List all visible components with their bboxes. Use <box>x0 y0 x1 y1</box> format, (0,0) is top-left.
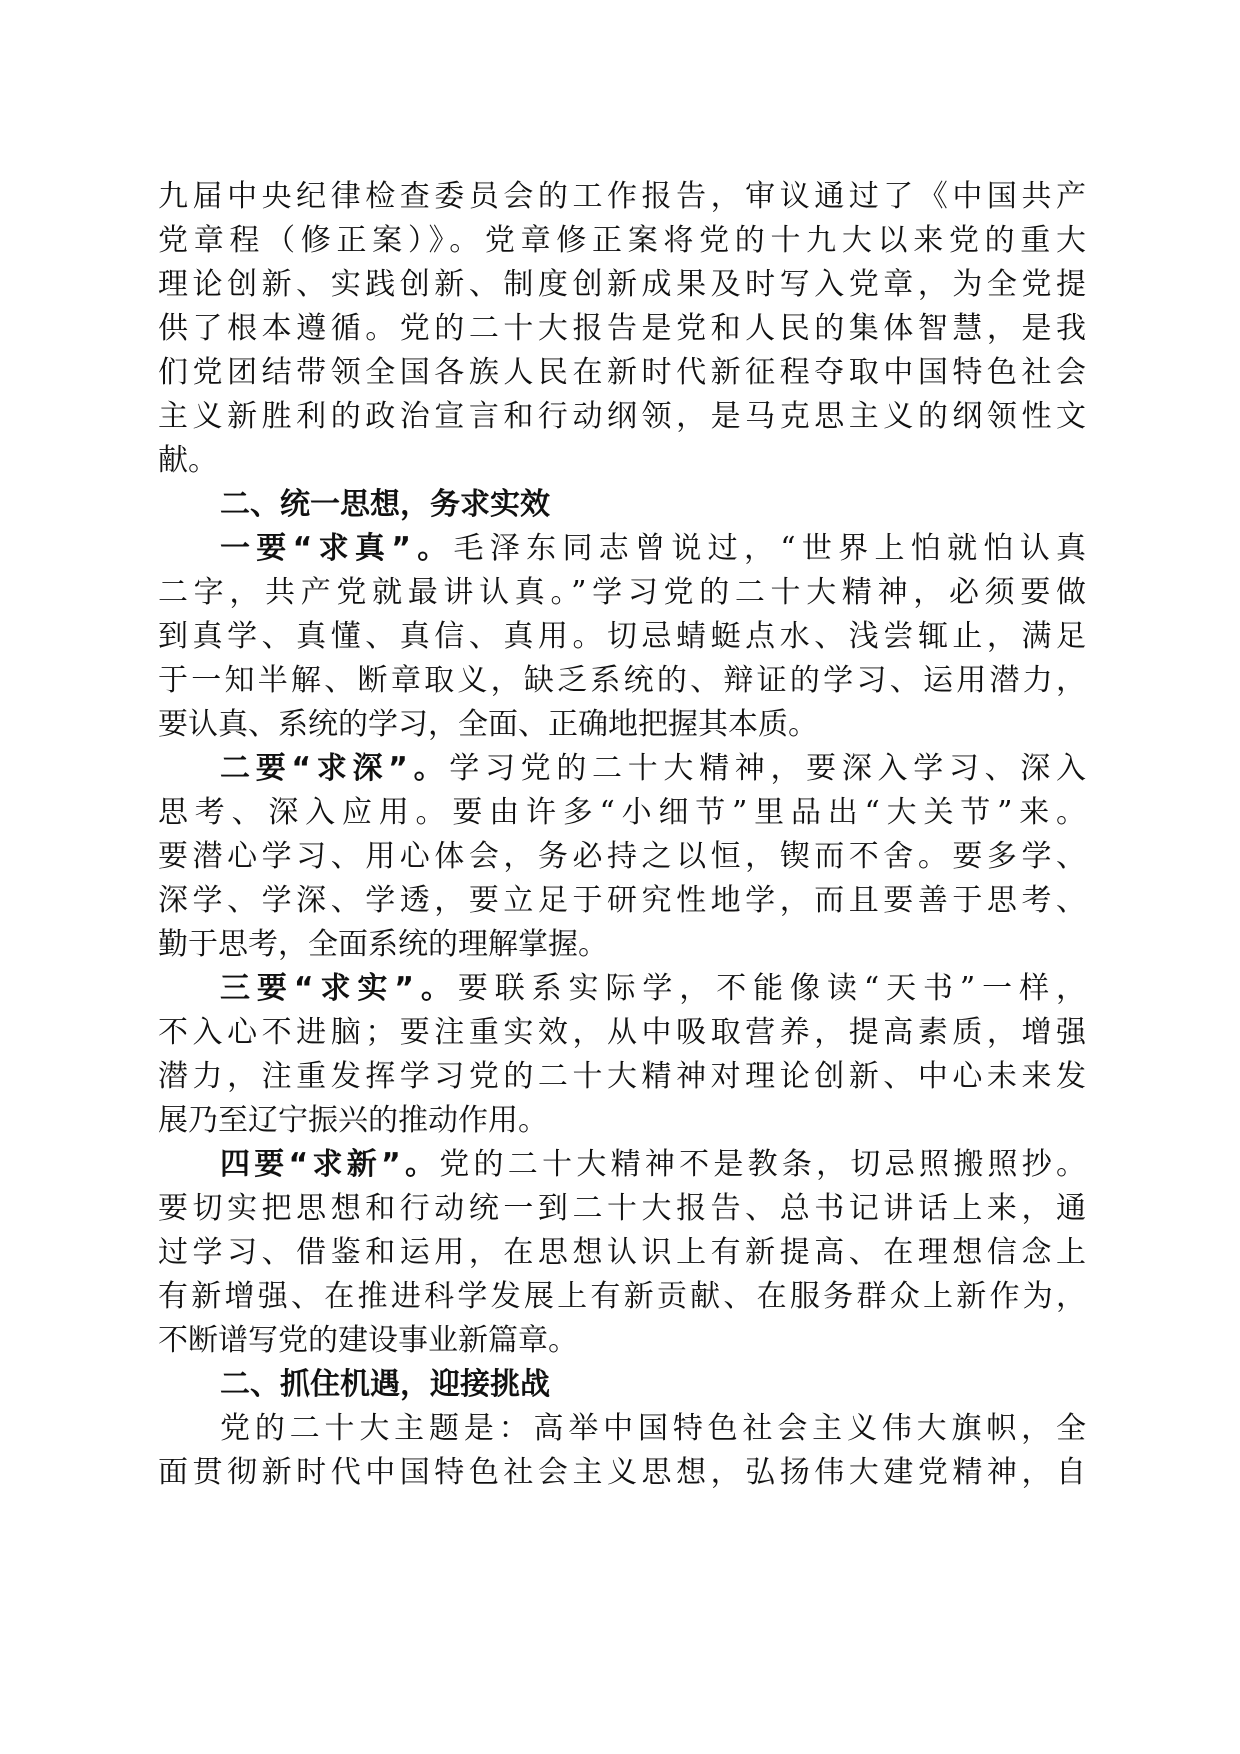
text-line: 九届中央纪律检查委员会的工作报告，审议通过了《中国共产 <box>158 179 1086 214</box>
text-line: 们党团结带领全国各族人民在新时代新征程夺取中国特色社会 <box>158 355 1086 390</box>
text-line: 勤于思考，全面系统的理解掌握。 <box>158 927 608 962</box>
text-run: 党的二十大精神不是教条，切忌照搬照抄。 <box>439 1147 1087 1182</box>
paragraph-seek-truth <box>158 527 1086 747</box>
text-line: 潜力，注重发挥学习党的二十大精神对理论创新、中心未来发 <box>158 1059 1086 1094</box>
text-line: 要潜心学习、用心体会，务必持之以恒，锲而不舍。要多学、 <box>158 839 1086 874</box>
text-line: 不入心不进脑；要注重实效，从中吸取营养，提高素质，增强 <box>158 1015 1086 1050</box>
text-line: 面贯彻新时代中国特色社会主义思想，弘扬伟大建党精神，自 <box>158 1455 1086 1490</box>
text-line: 过学习、借鉴和运用，在思想认识上有新提高、在理想信念上 <box>158 1235 1086 1270</box>
paragraph-seek-practice <box>158 967 1086 1143</box>
text-line: 理论创新、实践创新、制度创新成果及时写入党章，为全党提 <box>158 267 1086 302</box>
paragraph-first-line <box>158 747 1086 791</box>
text-line: 思考、深入应用。要由许多“小细节”里品出“大关节”来。 <box>158 795 1086 830</box>
paragraph-first-line <box>158 967 1086 1011</box>
bold-lead: 二要“求深”。 <box>220 751 450 786</box>
section-heading-seize-opportunity: 二、抓住机遇，迎接挑战 <box>220 1367 550 1402</box>
document-page <box>158 175 1086 1495</box>
text-line: 深学、学深、学透，要立足于研究性地学，而且要善于思考、 <box>158 883 1086 918</box>
text-line: 不断谱写党的建设事业新篇章。 <box>158 1323 578 1358</box>
text-line: 有新增强、在推进科学发展上有新贡献、在服务群众上新作为， <box>158 1279 1086 1314</box>
text-run: 学习党的二十大精神，要深入学习、深入 <box>449 751 1086 786</box>
paragraph-first-line <box>158 1143 1086 1187</box>
text-line: 展乃至辽宁振兴的推动作用。 <box>158 1103 548 1138</box>
text-line: 主义新胜利的政治宣言和行动纲领，是马克思主义的纲领性文 <box>158 399 1086 434</box>
section-heading-unify-thought: 二、统一思想，务求实效 <box>220 487 550 522</box>
paragraph-theme <box>158 1407 1086 1495</box>
bold-lead: 三要“求实”。 <box>220 971 458 1006</box>
text-line: 二字，共产党就最讲认真。”学习党的二十大精神，必须要做 <box>158 575 1086 610</box>
text-line: 党的二十大主题是：高举中国特色社会主义伟大旗帜，全 <box>220 1411 1086 1446</box>
text-run: 毛泽东同志曾说过，“世界上怕就怕认真 <box>453 531 1086 566</box>
text-line: 供了根本遵循。党的二十大报告是党和人民的集体智慧，是我 <box>158 311 1086 346</box>
text-line: 献。 <box>158 443 218 478</box>
text-line: 要切实把思想和行动统一到二十大报告、总书记讲话上来，通 <box>158 1191 1086 1226</box>
text-line: 到真学、真懂、真信、真用。切忌蜻蜓点水、浅尝辄止，满足 <box>158 619 1086 654</box>
paragraph-first-line <box>158 527 1086 571</box>
text-run: 要联系实际学，不能像读“天书”一样， <box>457 971 1086 1006</box>
bold-lead: 四要“求新”。 <box>220 1147 440 1182</box>
text-line: 党章程（修正案）》。党章修正案将党的十九大以来党的重大 <box>158 223 1086 258</box>
paragraph-seek-depth <box>158 747 1086 967</box>
intro-paragraph <box>158 175 1086 483</box>
text-line: 要认真、系统的学习，全面、正确地把握其本质。 <box>158 707 818 742</box>
paragraph-seek-new <box>158 1143 1086 1363</box>
bold-lead: 一要“求真”。 <box>220 531 454 566</box>
text-line: 于一知半解、断章取义，缺乏系统的、辩证的学习、运用潜力， <box>158 663 1086 698</box>
